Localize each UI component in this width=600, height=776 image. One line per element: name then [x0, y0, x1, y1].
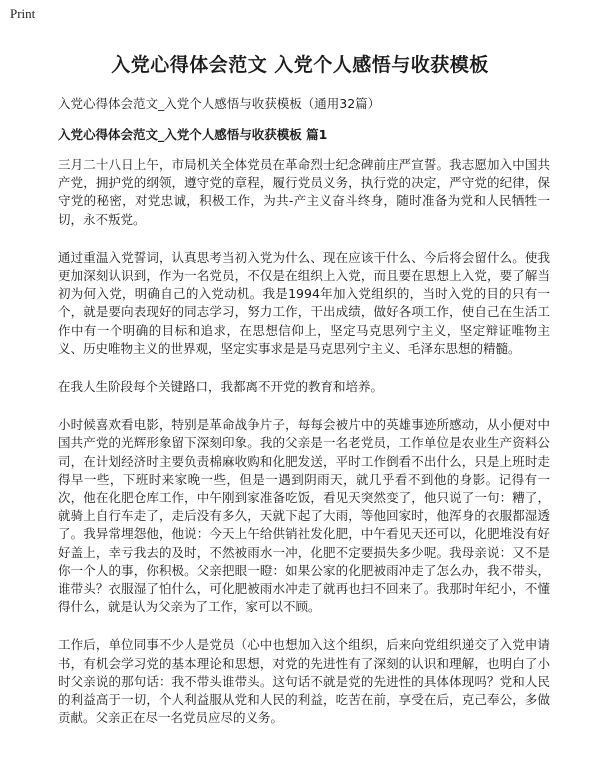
paragraph: 在我人生阶段每个关键路口，我都离不开党的教育和培养。: [58, 379, 384, 395]
document-title: 入党心得体会范文 入党个人感悟与收获模板: [111, 54, 489, 76]
paragraph: 小时候喜欢看电影，特别是革命战争片子，每每会被片中的英雄事迹所感动，从小便对中国共产党的光辉形象留下深刻印象。我的父亲是一名老党员，工作单位是农业生产资料公司，在计划经济时主要负责棉麻收购和化肥发送，平时工作倒看不出什么，只是上班时走得早一些，下班时来家晚一些，但是一遇到阴雨天，就几乎看不到他的身影。记得有一次，他在化肥仓库工作，中午刚到家准备吃饭，看见天突然变了，他只说了一句：糟了，就骑上自行车走了，走后没有多久，天就下起了大雨，等他回家时，他浑身的衣服都湿透了。我异常埋怨他，他说：今天上午给供销社发化肥，中午看见天还可以，化肥堆没有好好盖上，幸亏我去的及时，不然被雨水一冲，化肥不定要损失多少呢。我母亲说：又不是你一个人的事，你积极。父亲把眼一瞪：如果公家的化肥被雨冲走了怎么办，我不带头，谁带头？衣服湿了怕什么，可化肥被雨水冲走了就再也扫不回来了。我那时年纪小，不懂得什么，就是认为父亲为了工作，家可以不顾。: [58, 417, 550, 615]
paragraph: 通过重温入党誓词，认真思考当初入党为什么、现在应该干什么、今后将会留什么。使我更加深刻认识到，作为一名党员，不仅是在组织上入党，而且要在思想上入党，要了解当初为何入党，明确自己的入党动机。我是1994年加入党组织的，当时入党的目的只有一个，就是要向表现好的同志学习，努力工作，干出成绩，做好各项工作，使自己在生活工作中有一个明确的目标和追求，在思想信仰上，坚定马克思列宁主义，坚定辩证唯物主义、历史唯物主义的世界观，坚定实事求是是马克思列宁主义、毛泽东思想的精髓。: [58, 249, 550, 356]
paragraph: 三月二十八日上午，市局机关全体党员在革命烈士纪念碑前庄严宣誓。我志愿加入中国共产党，拥护党的纲领，遵守党的章程，履行党员义务，执行党的决定，严守党的纪律，保守党的秘密，对党忠诚，积极工作，为共-产主义奋斗终身，随时准备为党和人民牺牲一切，永不叛党。: [58, 157, 550, 227]
document-subtitle: 入党心得体会范文_入党个人感悟与收获模板（通用32篇）: [58, 96, 381, 111]
paragraph: 工作后，单位同事不少人是党员（心中也想加入这个组织，后来向党组织递交了入党申请书，有机会学习党的基本理论和思想，对党的先进性有了深刻的认识和理解，也明白了小时父亲说的那句话：我不带头谁带头。这句话不就是党的先进性的具体体现吗？党和人民的利益高于一切，个人利益服从党和人民的利益，吃苦在前，享受在后，克己奉公，多做贡献。父亲正在尽一名党员应尽的义务。: [58, 637, 550, 726]
section-heading: 入党心得体会范文_入党个人感悟与收获模板 篇1: [58, 127, 328, 142]
document-body: [58, 156, 550, 747]
print-link[interactable]: Print: [10, 6, 36, 21]
